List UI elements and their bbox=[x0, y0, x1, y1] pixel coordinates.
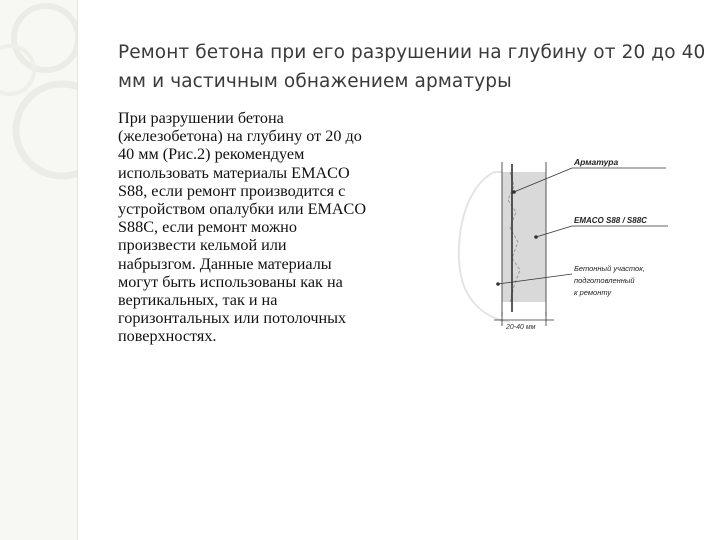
label-emaco: EMACO S88 / S88C bbox=[574, 216, 647, 225]
slide-title: Ремонт бетона при его разрушении на глубину от 20 до 40 мм и частичным обнажением арматуры bbox=[118, 42, 706, 92]
body-text: При разрушении бетона (железобетона) на глубину от 20 до 40 мм (Рис.2) рекомендуем использовать материалы EMACO S88, если ремонт производится с устройством опалубки или EMACO S88C, если ремонт можно произвести кельмой или набрызгом. Данные материалы могут быть использованы как на вертикальных, так и на горизонтальных или потолочных поверхностях. bbox=[118, 109, 367, 346]
decorative-rings bbox=[0, 0, 78, 540]
dimension-label: 20-40 мм bbox=[506, 324, 536, 331]
label-concrete-line3: к ремонту bbox=[574, 288, 612, 297]
repair-diagram bbox=[450, 150, 720, 335]
leader-rebar-dot bbox=[512, 190, 516, 194]
leader-emaco-dot bbox=[534, 235, 538, 239]
label-concrete-line2: подготовленный bbox=[574, 276, 635, 285]
leader-concrete-dot bbox=[496, 282, 500, 286]
decorative-side-band bbox=[0, 0, 78, 540]
label-rebar: Арматура bbox=[574, 157, 619, 167]
label-concrete-line1: Бетонный участок, bbox=[574, 264, 645, 273]
